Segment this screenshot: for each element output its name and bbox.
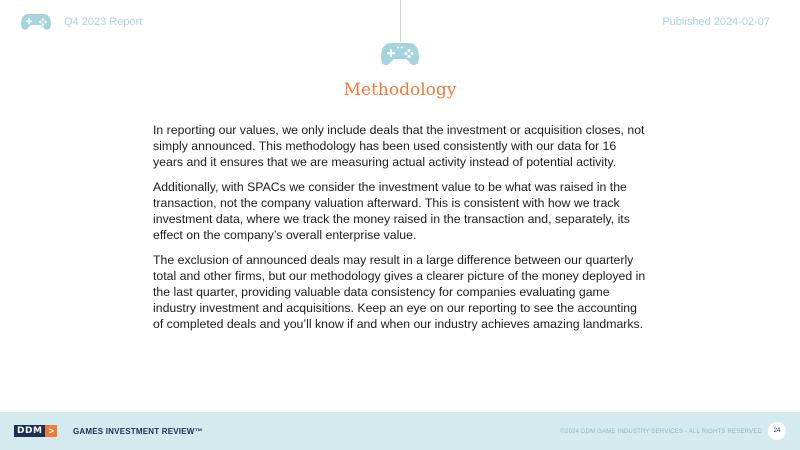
- page-number: 24: [768, 422, 786, 440]
- ddm-logo-text: DDM: [14, 425, 45, 437]
- ddm-logo: [14, 425, 57, 437]
- hanger-line: [400, 0, 401, 42]
- gamepad-icon: [380, 40, 420, 68]
- paragraph: Additionally, with SPACs we consider the investment value to be what was raised in the transaction, not the company valuation afterward. This is consistent with how we track investment data, where we track the money raised in the transaction and, separately, its effect on the company’s overall enterprise value.: [153, 180, 630, 242]
- paragraph: In reporting our values, we only include deals that the investment or acquisition closes, not simply announced. This methodology has been used consistently with our data for 16 years and it ensures that we are measuring actual activity instead of potential activity.: [153, 123, 645, 169]
- report-label: Q4 2023 Report: [64, 16, 143, 28]
- page-title: Methodology: [343, 80, 457, 100]
- gamepad-icon: [20, 12, 52, 32]
- published-date: Published 2024-02-07: [662, 16, 770, 28]
- ddm-logo-arrow-icon: >: [45, 425, 57, 437]
- body-text: [153, 122, 648, 341]
- footer-title: GAMES INVESTMENT REVIEW™: [73, 427, 203, 436]
- paragraph: The exclusion of announced deals may result in a large difference between our quarterly total and other firms, but our methodology gives a clearer picture of the money deployed in the last quarter, providing valuable data consistency for companies evaluating game industry investment and acquisitions. Keep an eye on our reporting to see the accounting of completed deals and you’ll know if and when our industry achieves amazing landmarks.: [153, 253, 646, 331]
- footer: [0, 412, 800, 450]
- copyright: ©2024 DDM GAME INDUSTRY SERVICES - ALL RIGHTS RESERVED: [560, 429, 762, 435]
